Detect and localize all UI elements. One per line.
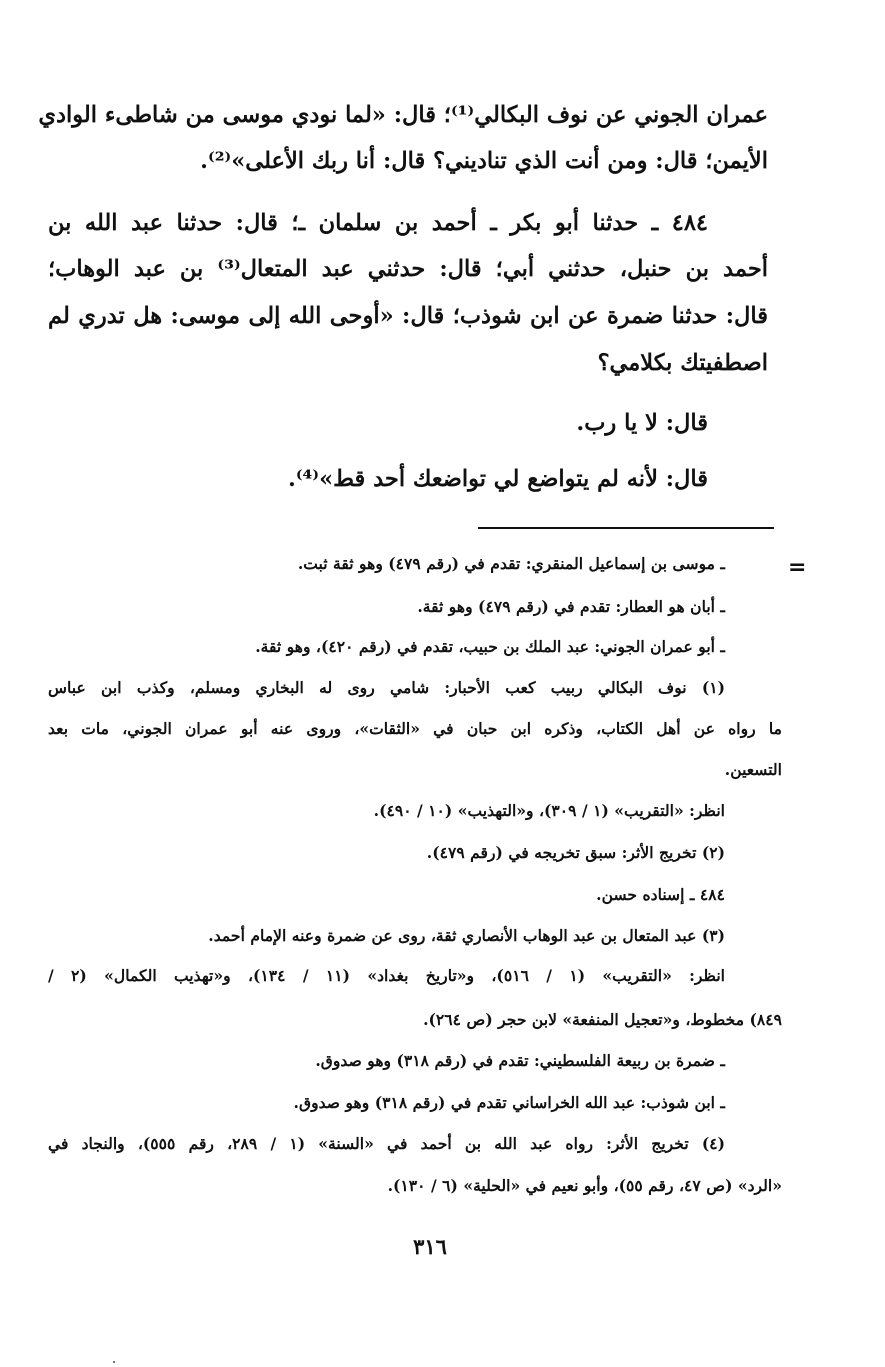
footnote-line: ـ أبو عمران الجوني: عبد الملك بن حبيب، تقدم في (رقم ٤٢٠)، وهو ثقة.	[255, 637, 725, 656]
main-text-line: قال: حدثنا ضمرة عن ابن شوذب؛ قال: «أوحى الله إلى موسى: هل تدري لم	[48, 303, 768, 329]
main-text-line: قال: لأنه لم يتواضع لي تواضعك أحد قط»⁽⁴⁾.	[287, 466, 708, 492]
footnote-line: انظر: «التقريب» (١ / ٣٠٩)، و«التهذيب» (١٠ / ٤٩٠).	[373, 801, 725, 820]
footnote-line: ٨٤٩) مخطوط، و«تعجيل المنفعة» لابن حجر (ص ٢٦٤).	[423, 1010, 782, 1029]
continuation-marker: =	[788, 555, 807, 580]
footnote-line: ـ ابن شوذب: عبد الله الخراساني تقدم في (رقم ٣١٨) وهو صدوق.	[293, 1093, 725, 1112]
footnote-line: ما رواه عن أهل الكتاب، وذكره ابن حبان في «الثقات»، وروى عنه أبو عمران الجوني، مات بعد	[48, 719, 782, 738]
footnote-line: (١) نوف البكالي ربيب كعب الأحبار: شامي روى له البخاري ومسلم، وكذب ابن عباس	[48, 678, 725, 697]
footnote-line: التسعين.	[724, 760, 782, 779]
footnote-line: ٤٨٤ ـ إسناده حسن.	[596, 885, 725, 904]
footnote-line: (٤) تخريج الأثر: رواه عبد الله بن أحمد في «السنة» (١ / ٢٨٩، رقم ٥٥٥)، والنجاد في	[48, 1134, 725, 1153]
footnote-separator	[478, 527, 774, 529]
scan-speck	[113, 1361, 115, 1363]
page-number: ٣١٦	[413, 1234, 447, 1259]
footnote-line: (٣) عبد المتعال بن عبد الوهاب الأنصاري ثقة، روى عن ضمرة وعنه الإمام أحمد.	[208, 926, 725, 945]
main-text-line: الأيمن؛ قال: ومن أنت الذي تناديني؟ قال: أنا ربك الأعلى»⁽²⁾.	[200, 148, 768, 174]
footnote-line: انظر: «التقريب» (١ / ٥١٦)، و«تاريخ بغداد» (١١ / ١٣٤)، و«تهذيب الكمال» (٢ /	[48, 966, 725, 985]
footnote-line: ـ موسى بن إسماعيل المنقري: تقدم في (رقم ٤٧٩) وهو ثقة ثبت.	[297, 554, 725, 573]
footnote-line: (٢) تخريج الأثر: سبق تخريجه في (رقم ٤٧٩).	[426, 843, 725, 862]
main-text-line: ٤٨٤ ـ حدثنا أبو بكر ـ أحمد بن سلمان ـ؛ قال: حدثنا عبد الله بن	[48, 210, 708, 236]
main-text-line: أحمد بن حنبل، حدثني أبي؛ قال: حدثني عبد المتعال⁽³⁾ بن عبد الوهاب؛	[48, 256, 769, 282]
footnote-line: ـ أبان هو العطار: تقدم في (رقم ٤٧٩) وهو ثقة.	[417, 597, 725, 616]
footnote-line: «الرد» (ص ٤٧، رقم ٥٥)، وأبو نعيم في «الحلية» (٦ / ١٣٠).	[387, 1176, 782, 1195]
main-text-line: عمران الجوني عن نوف البكالي⁽¹⁾؛ قال: «لما نودي موسى من شاطىء الوادي	[38, 102, 768, 128]
footnote-line: ـ ضمرة بن ربيعة الفلسطيني: تقدم في (رقم ٣١٨) وهو صدوق.	[315, 1051, 725, 1070]
main-text-line: اصطفيتك بكلامي؟	[597, 350, 768, 376]
main-text-line: قال: لا يا رب.	[576, 410, 708, 436]
